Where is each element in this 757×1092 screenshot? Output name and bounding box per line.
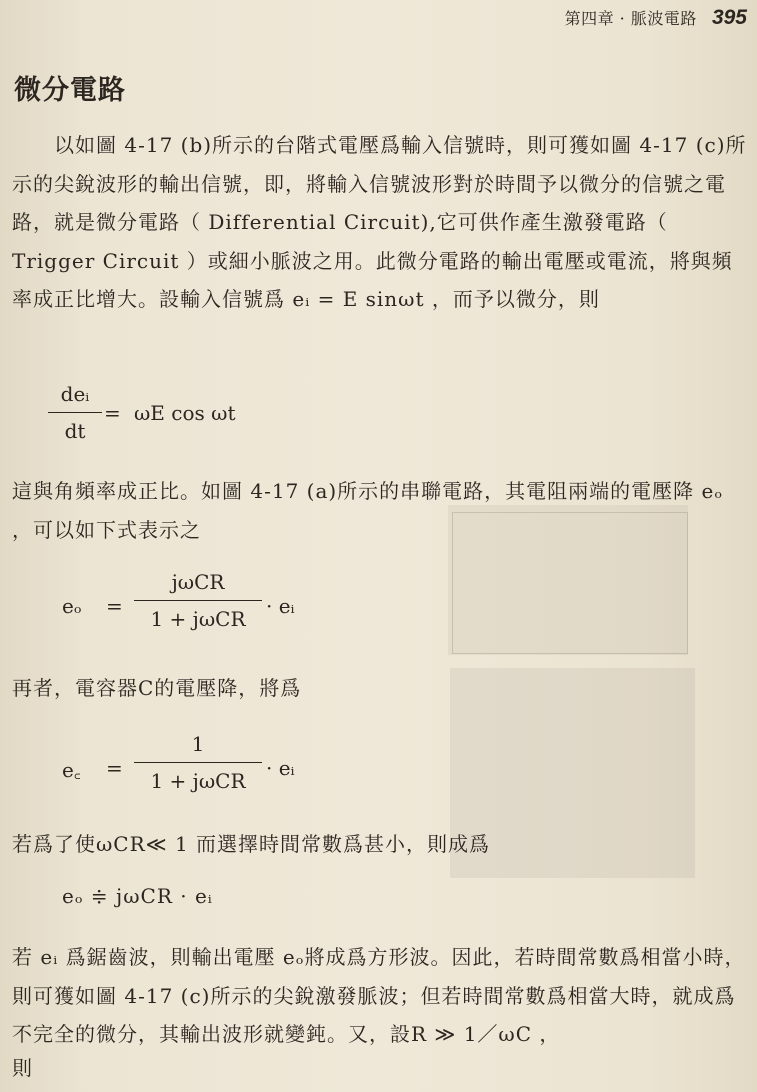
fraction-bar: [134, 762, 262, 763]
section-title: 微分電路: [14, 75, 126, 106]
paragraph-sawtooth: 若 eᵢ 爲鋸齒波，則輸出電壓 eₒ將成爲方形波。因此，若時間常數爲相當小時，則可獲如圖 4-17 (c)所示的尖銳激發脈波；但若時間常數爲相當大時，就成爲不完全的微分，其輸出波形就變鈍。又，設R ≫ 1／ωC ，: [12, 945, 746, 1046]
paragraph-series-circuit: 這與角頻率成正比。如圖 4-17 (a)所示的串聯電路，其電阻兩端的電壓降 eₒ ，可以如下式表示之: [12, 479, 724, 542]
equation-derivative: [0, 382, 400, 452]
equation-fraction: [134, 732, 262, 793]
equation-operator: =: [104, 401, 121, 425]
equation-lhs: eₒ: [62, 594, 82, 618]
equation-capacitor-voltage: [0, 726, 420, 806]
equation-resistor-voltage: [0, 566, 420, 646]
paragraph-then: 則: [12, 1056, 33, 1080]
equation-numerator: 1: [191, 732, 205, 756]
equation-fraction: [48, 382, 102, 443]
equation-numerator: jωCR: [171, 570, 225, 594]
equation-operator: =: [106, 594, 123, 618]
fraction-bar: [134, 600, 262, 601]
equation-denominator: dt: [64, 419, 86, 443]
fraction-bar: [48, 412, 102, 413]
page-number: 395: [711, 6, 747, 29]
running-header: [565, 6, 747, 30]
equation-denominator: 1 + jωCR: [150, 769, 246, 793]
equation-approximation: eₒ ≑ jωCR · eᵢ: [62, 884, 213, 908]
equation-fraction: [134, 570, 262, 631]
equation-denominator: 1 + jωCR: [150, 607, 246, 631]
equation-rhs: · eᵢ: [266, 756, 295, 780]
equation-rhs: · eᵢ: [266, 594, 295, 618]
equation-lhs: e꜀: [62, 758, 81, 782]
chapter-title: 第四章 · 脈波電路: [564, 9, 697, 28]
paragraph-capacitor: 再者，電容器C的電壓降，將爲: [12, 676, 302, 700]
paragraph-intro: 以如圖 4-17 (b)所示的台階式電壓爲輸入信號時，則可獲如圖 4-17 (c)所示的尖銳波形的輸出信號，即，將輸入信號波形對於時間予以微分的信號之電路，就是微分電路（ Differential Circuit),它可供作產生激發電路（ Trigger Circuit ）或細小脈波之用。此微分電路的輸出電壓或電流，將與頻率成正比增大。設輸入信號爲 eᵢ = E sinωt ，而予以微分，則: [12, 133, 747, 311]
equation-operator: =: [106, 756, 123, 780]
equation-numerator: deᵢ: [60, 382, 90, 406]
paragraph-time-constant: 若爲了使ωCR≪ 1 而選擇時間常數爲甚小，則成爲: [12, 832, 491, 856]
equation-rhs: ωE cos ωt: [134, 401, 236, 425]
